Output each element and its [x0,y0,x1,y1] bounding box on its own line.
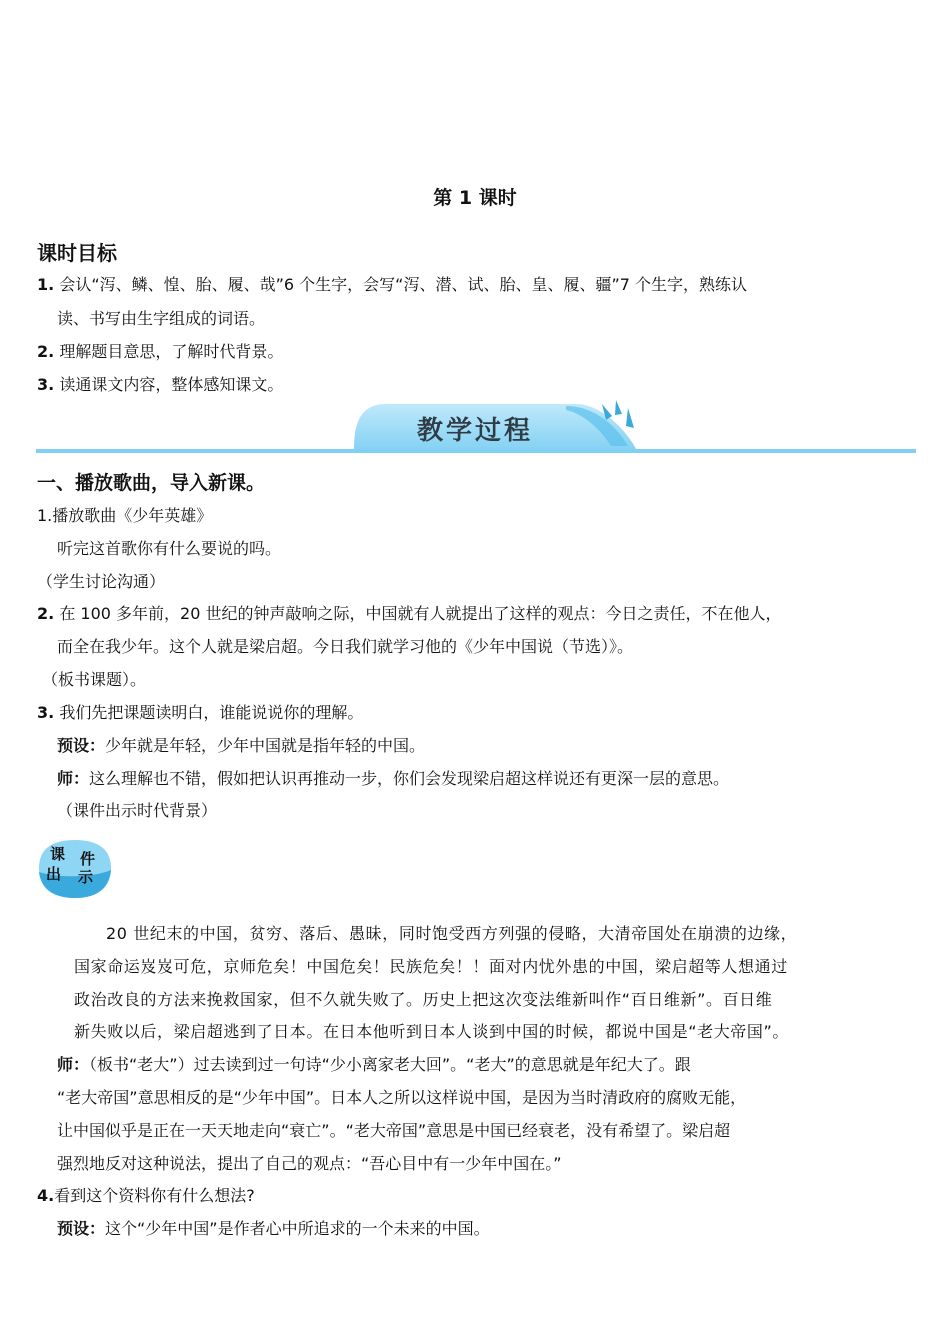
step-text: 我们先把课题读明白，谁能说说你的理解。 [59,703,364,722]
courseware-line-3: 政治改良的方法来挽救国家，但不久就失败了。历史上把这次变法维新叫作“百日维新”。百日维 [74,990,773,1009]
preset-label: 预设： [57,1219,106,1238]
badge-char: 件 [80,850,96,868]
step-text: 看到这个资料你有什么想法? [54,1186,255,1205]
step-2 [37,603,781,625]
drop-icon [615,400,622,415]
goal-item-1-cont: 读、书写由生字组成的词语。 [57,309,266,328]
step-text: 在 100 多年前，20 世纪的钟声敲响之际，中国就有人就提出了这样的观点：今日之责任，不在他人， [59,604,782,623]
teacher-label: 师： [57,769,90,788]
step-num: 4. [37,1186,55,1205]
goal-item-1 [37,274,747,296]
step-1 [37,505,212,527]
teacher2-line-3: 让中国似乎是正在一天天地走向“衰亡”。“老大帝国”意思是中国已经衰老，没有希望了。梁启超 [57,1121,731,1140]
goal-num: 3. [37,375,55,394]
teacher-text: （板书“老大”）过去读到过一句诗“少小离家老大回”。“老大”的意思就是年纪大了。跟 [89,1055,691,1074]
teacher2-line-1 [57,1054,691,1076]
goal-text: 理解题目意思，了解时代背景。 [59,342,284,361]
goal-num: 1. [37,275,55,294]
step-3-preset [57,735,425,757]
teacher2-line-2: “老大帝国”意思相反的是“少年中国”。日本人之所以这样说中国，是因为当时清政府的腐败无能， [57,1088,747,1107]
goal-num: 2. [37,342,55,361]
banner-label: 教学过程 [416,416,533,446]
goal-text: 会认“泻、鳞、惶、胎、履、哉”6 个生字，会写“泻、潜、试、胎、皇、履、疆”7 个生字，熟练认 [59,275,748,294]
step-4 [37,1185,255,1207]
badge-char: 示 [78,868,94,886]
goal-item-3 [37,374,283,396]
drop-icon [626,408,634,428]
teacher-label: 师： [57,1055,90,1074]
goals-heading: 课时目标 [37,241,117,265]
courseware-line-1: 20 世纪末的中国，贫穷、落后、愚昧，同时饱受西方列强的侵略，大清帝国处在崩溃的边缘， [106,924,798,943]
preset-label: 预设： [57,736,106,755]
badge-char: 课 [50,845,66,863]
goal-item-2 [37,341,283,363]
preset-text: 少年就是年轻，少年中国就是指年轻的中国。 [105,736,426,755]
teacher-text: 这么理解也不错，假如把认识再推动一步，你们会发现梁启超这样说还有更深一层的意思。 [89,769,730,788]
step-text: 播放歌曲《少年英雄》 [52,506,213,525]
step-3 [37,702,363,724]
courseware-line-4: 新失败以后，梁启超逃到了日本。在日本他听到日本人谈到中国的时候，都说中国是“老大帝国”。 [74,1022,789,1041]
step-1-note: （学生讨论沟通） [37,572,166,591]
banner-rule [36,449,916,453]
goal-text: 读通课文内容，整体感知课文。 [59,375,284,394]
step-num: 3. [37,703,55,722]
step-1-sub: 听完这首歌你有什么要说的吗。 [57,539,282,558]
courseware-line-2: 国家命运岌岌可危，京师危矣！中国危矣！民族危矣！！面对内忧外患的中国，梁启超等人想通过 [74,957,788,976]
step-num: 2. [37,604,55,623]
step-3-note: （课件出示时代背景） [57,801,218,820]
badge-char: 出 [46,865,62,883]
section-heading: 一、播放歌曲，导入新课。 [37,472,266,494]
preset-text: 这个“少年中国”是作者心中所追求的一个未来的中国。 [105,1219,490,1238]
step-num: 1. [37,506,53,525]
step-2-note: （板书课题）。 [42,670,147,689]
step-3-teacher [57,768,729,790]
step-2-cont: 而全在我少年。这个人就是梁启超。今日我们就学习他的《少年中国说（节选）》。 [57,637,634,656]
step-4-preset [57,1218,490,1240]
lesson-title: 第 1 课时 [433,187,517,209]
teacher2-line-4: 强烈地反对这种说法，提出了自己的观点：“吾心目中有一少年中国在。” [57,1154,562,1173]
